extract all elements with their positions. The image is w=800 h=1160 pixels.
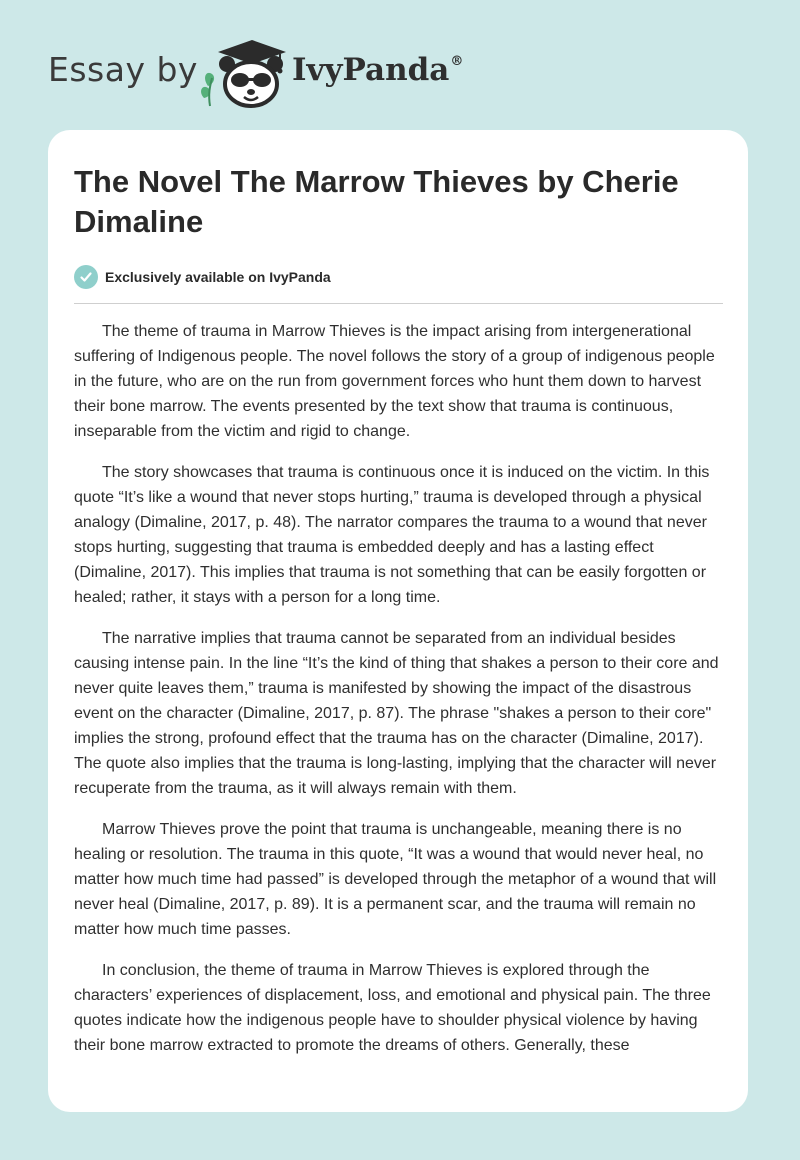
panda-logo-icon[interactable] xyxy=(196,34,288,110)
paragraph: The theme of trauma in Marrow Thieves is the impact arising from intergenerational suffering of Indigenous people. The novel follows the story of a group of indigenous people in the future, who are on the run from government forces who hunt them down to harvest their bone marrow. The events presented by the text show that trauma is continuous, inseparable from the victim and rigid to change. xyxy=(74,323,715,440)
paragraph: The narrative implies that trauma cannot be separated from an individual besides causing intense pain. In the line “It’s the kind of thing that shakes a person to their core and never quite leaves them,” trauma is manifested by showing the impact of the disastrous event on the character (Dimaline, 2017, p. 87). The phrase "shakes a person to their core" implies the strong, profound effect that the trauma has on the character (Dimaline, 2017). The quote also implies that the trauma is long-lasting, implying that the character will never recuperate from the trauma, as it will always remain with them. xyxy=(74,630,719,797)
paragraph: Marrow Thieves prove the point that trauma is unchangeable, meaning there is no healing or resolution. The trauma in this quote, “It was a wound that would never heal, no matter how much time had passed” is developed through the metaphor of a wound that will never heal (Dimaline, 2017, p. 89). It is a permanent scar, and the trauma will remain no matter how much time passes. xyxy=(74,821,717,938)
paragraph: The story showcases that trauma is continuous once it is induced on the victim. In this quote “It’s like a wound that never stops hurting,” trauma is developed through a physical analogy (Dimaline, 2017, p. 48). The narrator compares the trauma to a wound that never stops hurting, suggesting that trauma is embedded deeply and has a lasting effect (Dimaline, 2017). This implies that trauma is not something that can be easily forgotten or healed; rather, it stays with a person for a long time. xyxy=(74,464,710,606)
essay-by-label: Essay by xyxy=(48,50,198,89)
brand-name[interactable] xyxy=(292,52,463,88)
check-icon xyxy=(74,265,98,289)
site-header xyxy=(0,0,800,130)
exclusive-label: Exclusively available on IvyPanda xyxy=(105,269,331,285)
essay-card xyxy=(48,130,748,1112)
exclusive-badge xyxy=(74,264,331,290)
brand-wordmark: IvyPanda xyxy=(292,52,450,88)
title-divider xyxy=(74,303,723,304)
essay-title: The Novel The Marrow Thieves by Cherie Dimaline xyxy=(74,164,679,239)
trademark-symbol: ® xyxy=(450,54,464,69)
paragraph: In conclusion, the theme of trauma in Marrow Thieves is explored through the characters’ experiences of displacement, loss, and emotional and physical pain. The three quotes indicate how the indigenous people have to shoulder physical violence by having their bone marrow extracted to promote the dreams of others. Generally, these xyxy=(74,962,711,1054)
essay-body xyxy=(74,319,728,1074)
